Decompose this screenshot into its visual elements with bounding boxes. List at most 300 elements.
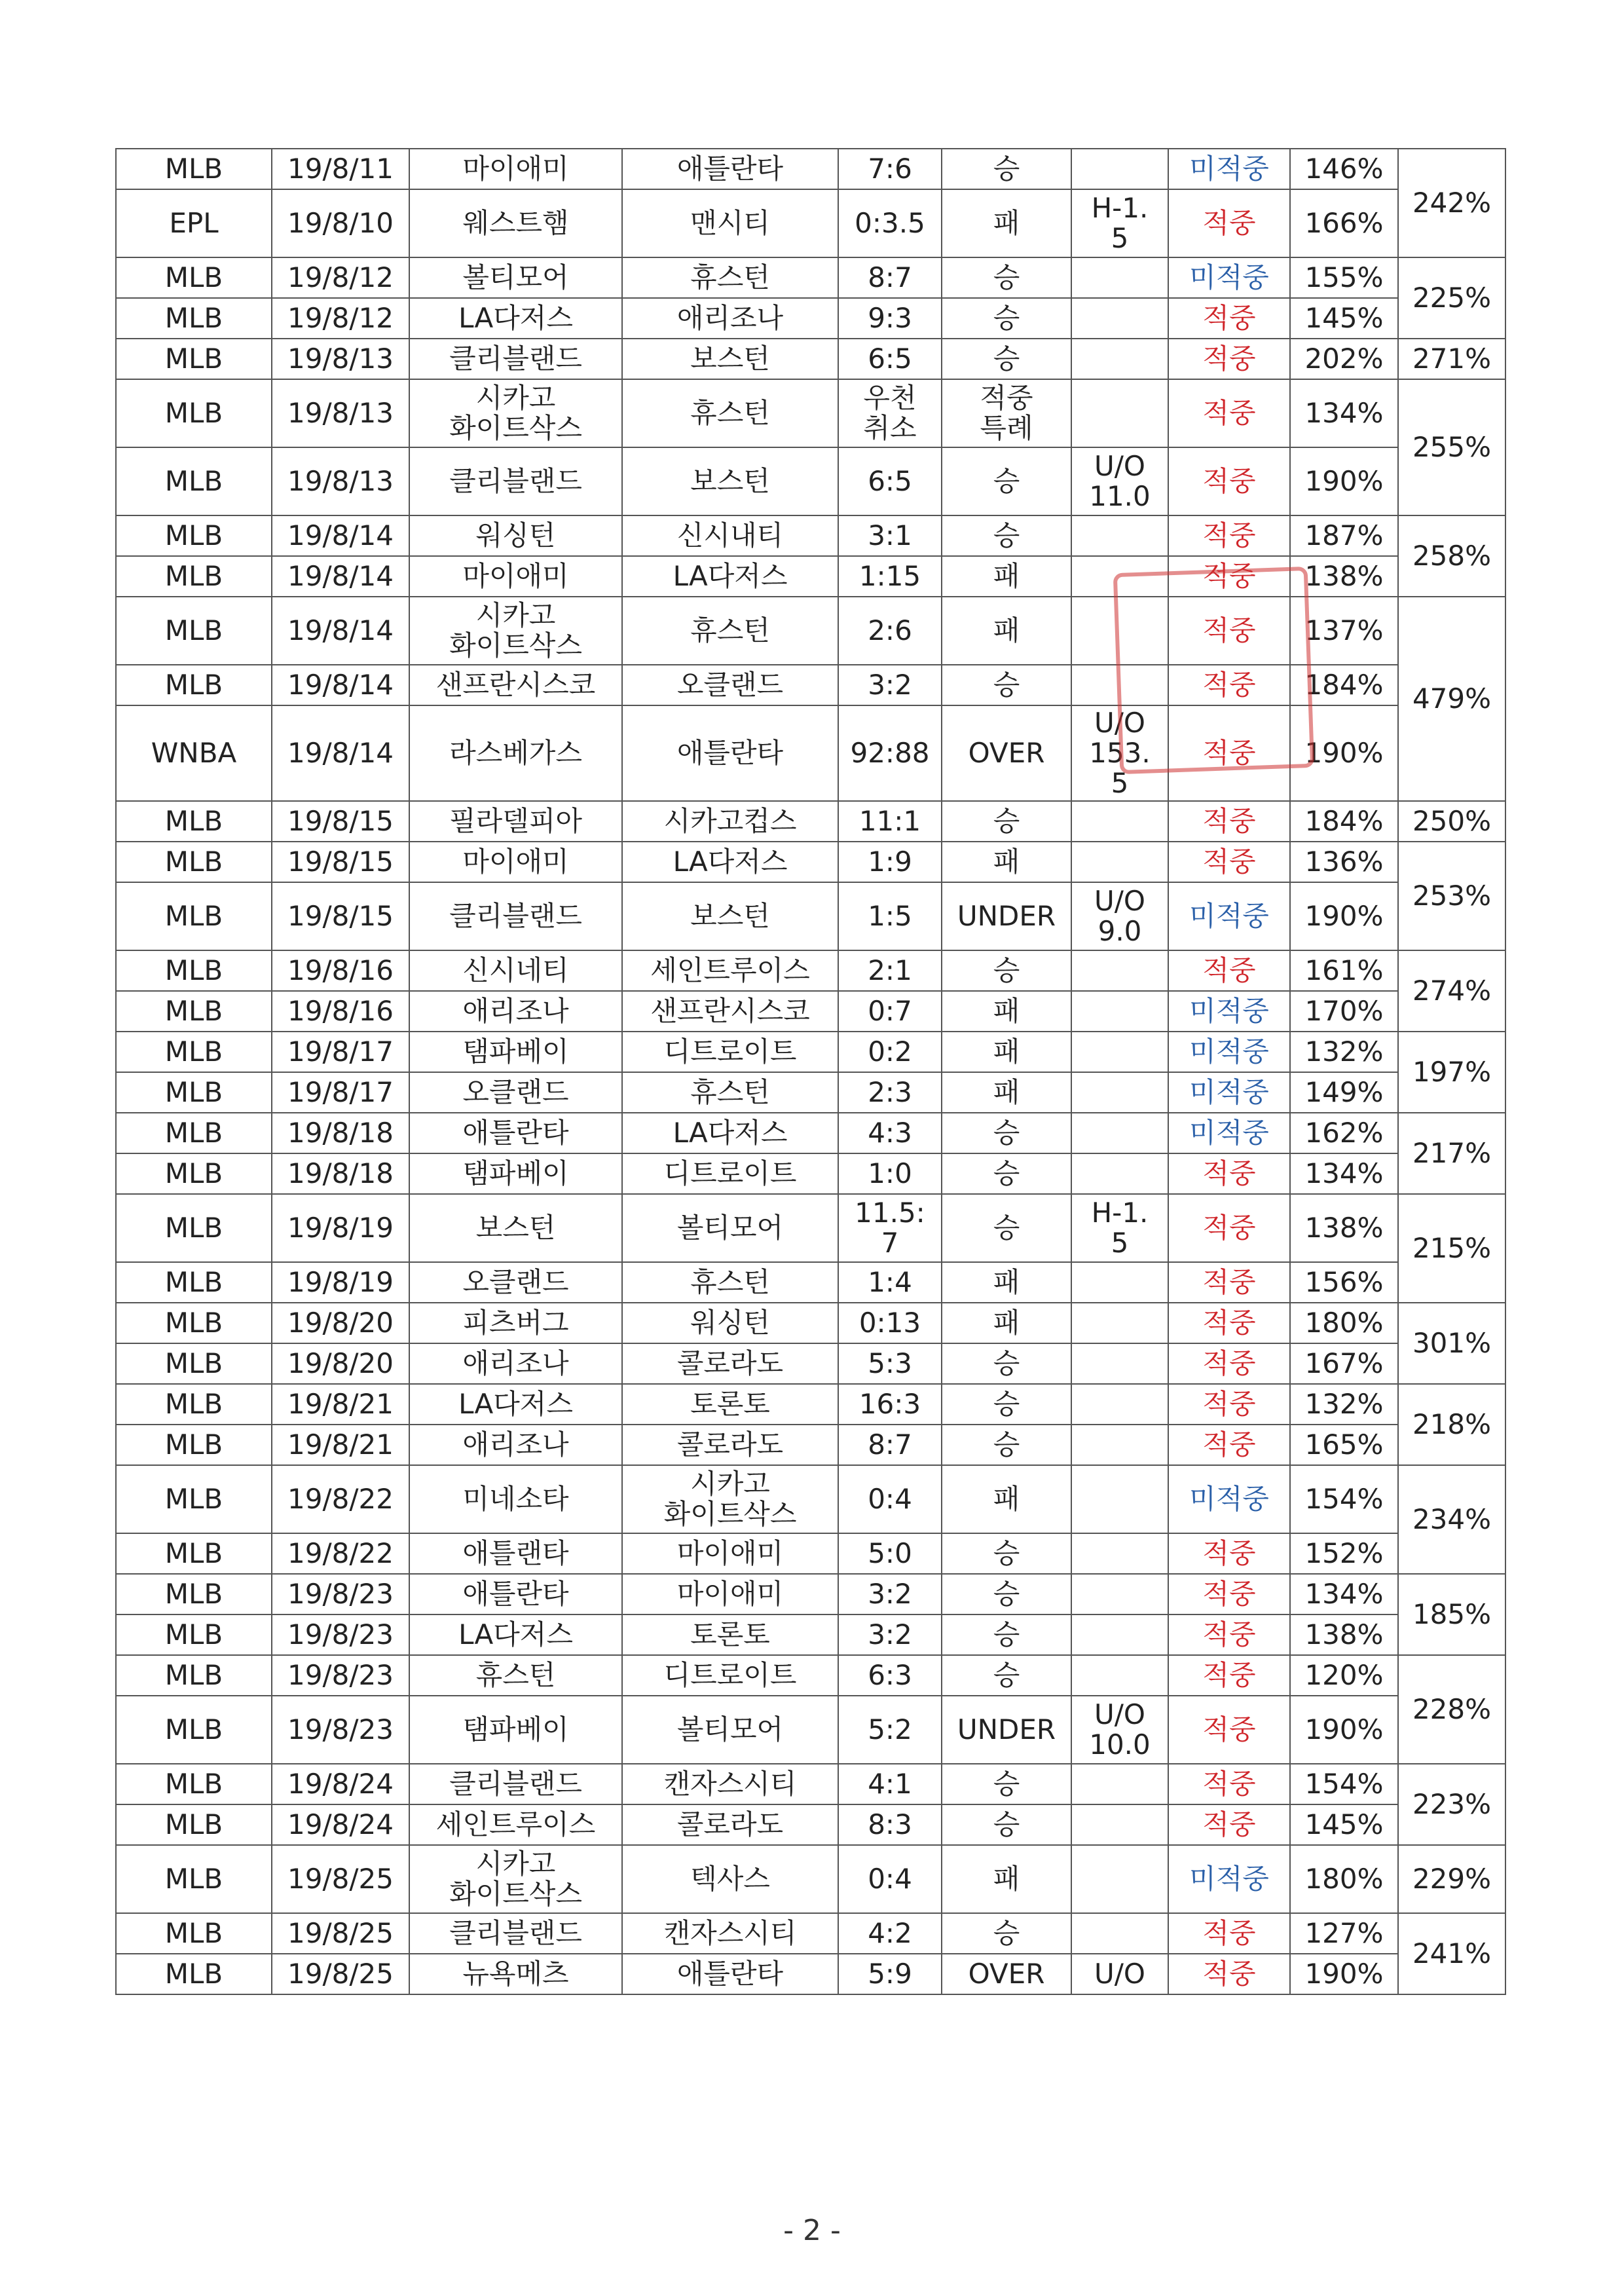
score-cell: 92:88 xyxy=(838,705,942,801)
home-team-cell: 필라델피아 xyxy=(409,801,622,842)
league-cell: MLB xyxy=(116,1194,272,1262)
away-team-cell: 캔자스시티 xyxy=(622,1913,838,1954)
odds-cell: 138% xyxy=(1290,556,1398,597)
result-cell: 승 xyxy=(942,1574,1071,1614)
home-team-cell: 샌프란시스코 xyxy=(409,665,622,705)
score-cell: 5:2 xyxy=(838,1696,942,1764)
result-cell: UNDER xyxy=(942,882,1071,950)
page-number: - 2 - xyxy=(783,2214,841,2247)
date-cell: 19/8/14 xyxy=(272,597,409,665)
home-team-cell: 휴스턴 xyxy=(409,1655,622,1696)
group-total-cell: 215% xyxy=(1398,1194,1505,1303)
table-row xyxy=(116,1113,1505,1153)
odds-cell: 145% xyxy=(1290,1804,1398,1845)
verdict-cell: 미적중 xyxy=(1168,1032,1290,1072)
score-cell: 1:15 xyxy=(838,556,942,597)
away-team-cell: 마이애미 xyxy=(622,1574,838,1614)
result-cell: 승 xyxy=(942,149,1071,189)
result-cell: 승 xyxy=(942,1655,1071,1696)
verdict-cell: 적중 xyxy=(1168,950,1290,991)
away-team-cell: 신시내티 xyxy=(622,515,838,556)
bet-record-table xyxy=(115,148,1506,1995)
handicap-cell xyxy=(1071,991,1168,1032)
handicap-cell xyxy=(1071,257,1168,298)
home-team-cell: 세인트루이스 xyxy=(409,1804,622,1845)
group-total-cell: 271% xyxy=(1398,339,1505,379)
league-cell: MLB xyxy=(116,597,272,665)
score-cell: 2:1 xyxy=(838,950,942,991)
handicap-cell xyxy=(1071,1804,1168,1845)
odds-cell: 155% xyxy=(1290,257,1398,298)
verdict-cell: 적중 xyxy=(1168,1655,1290,1696)
date-cell: 19/8/16 xyxy=(272,991,409,1032)
league-cell: MLB xyxy=(116,1614,272,1655)
home-team-cell: LA다저스 xyxy=(409,1384,622,1425)
group-total-cell: 217% xyxy=(1398,1113,1505,1194)
result-cell: 승 xyxy=(942,1533,1071,1574)
away-team-cell: 워싱턴 xyxy=(622,1303,838,1343)
table-row xyxy=(116,882,1505,950)
group-total-cell: 234% xyxy=(1398,1465,1505,1574)
date-cell: 19/8/15 xyxy=(272,842,409,882)
away-team-cell: 샌프란시스코 xyxy=(622,991,838,1032)
date-cell: 19/8/24 xyxy=(272,1764,409,1804)
home-team-cell: 애틀랜타 xyxy=(409,1533,622,1574)
away-team-cell: 휴스턴 xyxy=(622,379,838,447)
league-cell: MLB xyxy=(116,991,272,1032)
score-cell: 0:4 xyxy=(838,1845,942,1913)
group-total-cell: 185% xyxy=(1398,1574,1505,1655)
group-total-cell: 225% xyxy=(1398,257,1505,339)
odds-cell: 190% xyxy=(1290,882,1398,950)
result-cell: 패 xyxy=(942,1072,1071,1113)
away-team-cell: 볼티모어 xyxy=(622,1696,838,1764)
result-cell: 승 xyxy=(942,515,1071,556)
result-cell: 승 xyxy=(942,1614,1071,1655)
table-row xyxy=(116,379,1505,447)
odds-cell: 170% xyxy=(1290,991,1398,1032)
away-team-cell: 토론토 xyxy=(622,1384,838,1425)
away-team-cell: LA다저스 xyxy=(622,842,838,882)
verdict-cell: 적중 xyxy=(1168,1194,1290,1262)
date-cell: 19/8/12 xyxy=(272,257,409,298)
verdict-cell: 적중 xyxy=(1168,556,1290,597)
verdict-cell: 미적중 xyxy=(1168,1072,1290,1113)
result-cell: 패 xyxy=(942,991,1071,1032)
score-cell: 5:0 xyxy=(838,1533,942,1574)
home-team-cell: 애리조나 xyxy=(409,991,622,1032)
date-cell: 19/8/25 xyxy=(272,1954,409,1994)
verdict-cell: 적중 xyxy=(1168,1574,1290,1614)
handicap-cell xyxy=(1071,1262,1168,1303)
group-total-cell: 229% xyxy=(1398,1845,1505,1913)
group-total-cell: 258% xyxy=(1398,515,1505,597)
table-row xyxy=(116,1655,1505,1696)
score-cell: 8:7 xyxy=(838,1425,942,1465)
home-team-cell: 클리블랜드 xyxy=(409,339,622,379)
result-cell: OVER xyxy=(942,1954,1071,1994)
date-cell: 19/8/14 xyxy=(272,705,409,801)
date-cell: 19/8/23 xyxy=(272,1655,409,1696)
league-cell: MLB xyxy=(116,515,272,556)
away-team-cell: 휴스턴 xyxy=(622,1262,838,1303)
handicap-cell xyxy=(1071,339,1168,379)
date-cell: 19/8/23 xyxy=(272,1696,409,1764)
score-cell: 2:6 xyxy=(838,597,942,665)
verdict-cell: 적중 xyxy=(1168,1153,1290,1194)
date-cell: 19/8/12 xyxy=(272,298,409,339)
away-team-cell: LA다저스 xyxy=(622,556,838,597)
away-team-cell: 맨시티 xyxy=(622,189,838,257)
handicap-cell xyxy=(1071,950,1168,991)
handicap-cell xyxy=(1071,1343,1168,1384)
table-row xyxy=(116,597,1505,665)
date-cell: 19/8/14 xyxy=(272,556,409,597)
home-team-cell: 보스턴 xyxy=(409,1194,622,1262)
league-cell: WNBA xyxy=(116,705,272,801)
away-team-cell: 볼티모어 xyxy=(622,1194,838,1262)
league-cell: MLB xyxy=(116,1465,272,1533)
home-team-cell: 애리조나 xyxy=(409,1343,622,1384)
score-cell: 8:3 xyxy=(838,1804,942,1845)
home-team-cell: 워싱턴 xyxy=(409,515,622,556)
result-cell: 승 xyxy=(942,665,1071,705)
league-cell: MLB xyxy=(116,149,272,189)
league-cell: MLB xyxy=(116,882,272,950)
handicap-cell xyxy=(1071,1072,1168,1113)
group-total-cell: 274% xyxy=(1398,950,1505,1032)
league-cell: MLB xyxy=(116,1303,272,1343)
result-cell: 승 xyxy=(942,1194,1071,1262)
away-team-cell: 보스턴 xyxy=(622,882,838,950)
table-row xyxy=(116,1303,1505,1343)
league-cell: MLB xyxy=(116,1764,272,1804)
date-cell: 19/8/25 xyxy=(272,1913,409,1954)
home-team-cell: 탬파베이 xyxy=(409,1696,622,1764)
score-cell: 11.5: 7 xyxy=(838,1194,942,1262)
verdict-cell: 적중 xyxy=(1168,1614,1290,1655)
date-cell: 19/8/15 xyxy=(272,882,409,950)
table-row xyxy=(116,1764,1505,1804)
handicap-cell xyxy=(1071,1153,1168,1194)
group-total-cell: 301% xyxy=(1398,1303,1505,1384)
away-team-cell: 콜로라도 xyxy=(622,1425,838,1465)
table-body xyxy=(116,149,1505,1994)
verdict-cell: 적중 xyxy=(1168,298,1290,339)
league-cell: MLB xyxy=(116,1655,272,1696)
score-cell: 8:7 xyxy=(838,257,942,298)
result-cell: OVER xyxy=(942,705,1071,801)
table-row xyxy=(116,1072,1505,1113)
handicap-cell xyxy=(1071,1764,1168,1804)
table-row xyxy=(116,1194,1505,1262)
home-team-cell: 라스베가스 xyxy=(409,705,622,801)
date-cell: 19/8/11 xyxy=(272,149,409,189)
date-cell: 19/8/22 xyxy=(272,1465,409,1533)
table-row xyxy=(116,556,1505,597)
date-cell: 19/8/18 xyxy=(272,1113,409,1153)
score-cell: 4:1 xyxy=(838,1764,942,1804)
away-team-cell: 애틀란타 xyxy=(622,705,838,801)
home-team-cell: 애틀란타 xyxy=(409,1113,622,1153)
table-row xyxy=(116,1614,1505,1655)
score-cell: 9:3 xyxy=(838,298,942,339)
league-cell: MLB xyxy=(116,1153,272,1194)
league-cell: MLB xyxy=(116,1425,272,1465)
league-cell: MLB xyxy=(116,1845,272,1913)
handicap-cell: U/O xyxy=(1071,1954,1168,1994)
away-team-cell: 토론토 xyxy=(622,1614,838,1655)
away-team-cell: 오클랜드 xyxy=(622,665,838,705)
result-cell: 승 xyxy=(942,298,1071,339)
handicap-cell xyxy=(1071,556,1168,597)
verdict-cell: 미적중 xyxy=(1168,1465,1290,1533)
table-row xyxy=(116,1262,1505,1303)
handicap-cell xyxy=(1071,379,1168,447)
verdict-cell: 적중 xyxy=(1168,1262,1290,1303)
date-cell: 19/8/13 xyxy=(272,447,409,515)
league-cell: MLB xyxy=(116,556,272,597)
league-cell: MLB xyxy=(116,339,272,379)
handicap-cell xyxy=(1071,1384,1168,1425)
group-total-cell: 228% xyxy=(1398,1655,1505,1764)
result-cell: 승 xyxy=(942,1913,1071,1954)
home-team-cell: 시카고 화이트삭스 xyxy=(409,379,622,447)
table-row xyxy=(116,1425,1505,1465)
home-team-cell: 시카고 화이트삭스 xyxy=(409,597,622,665)
table-row xyxy=(116,1954,1505,1994)
score-cell: 3:1 xyxy=(838,515,942,556)
date-cell: 19/8/13 xyxy=(272,339,409,379)
result-cell: 승 xyxy=(942,1764,1071,1804)
verdict-cell: 적중 xyxy=(1168,515,1290,556)
table-row xyxy=(116,1384,1505,1425)
result-cell: 승 xyxy=(942,339,1071,379)
date-cell: 19/8/15 xyxy=(272,801,409,842)
result-cell: 승 xyxy=(942,1425,1071,1465)
handicap-cell xyxy=(1071,597,1168,665)
home-team-cell: 뉴욕메츠 xyxy=(409,1954,622,1994)
league-cell: MLB xyxy=(116,1954,272,1994)
table-row xyxy=(116,842,1505,882)
home-team-cell: 애틀란타 xyxy=(409,1574,622,1614)
group-total-cell: 250% xyxy=(1398,801,1505,842)
score-cell: 5:3 xyxy=(838,1343,942,1384)
date-cell: 19/8/23 xyxy=(272,1574,409,1614)
table-row xyxy=(116,447,1505,515)
away-team-cell: 휴스턴 xyxy=(622,597,838,665)
handicap-cell xyxy=(1071,1614,1168,1655)
score-cell: 3:2 xyxy=(838,1614,942,1655)
group-total-cell: 242% xyxy=(1398,149,1505,257)
home-team-cell: 클리블랜드 xyxy=(409,1764,622,1804)
result-cell: 승 xyxy=(942,801,1071,842)
date-cell: 19/8/23 xyxy=(272,1614,409,1655)
home-team-cell: 클리블랜드 xyxy=(409,447,622,515)
odds-cell: 162% xyxy=(1290,1113,1398,1153)
handicap-cell xyxy=(1071,1533,1168,1574)
away-team-cell: 콜로라도 xyxy=(622,1343,838,1384)
verdict-cell: 적중 xyxy=(1168,1384,1290,1425)
handicap-cell xyxy=(1071,1845,1168,1913)
away-team-cell: 애리조나 xyxy=(622,298,838,339)
league-cell: MLB xyxy=(116,1032,272,1072)
away-team-cell: 세인트루이스 xyxy=(622,950,838,991)
table-row xyxy=(116,991,1505,1032)
away-team-cell: 시카고 화이트삭스 xyxy=(622,1465,838,1533)
result-cell: 승 xyxy=(942,1804,1071,1845)
odds-cell: 149% xyxy=(1290,1072,1398,1113)
handicap-cell: H-1. 5 xyxy=(1071,1194,1168,1262)
handicap-cell xyxy=(1071,298,1168,339)
date-cell: 19/8/21 xyxy=(272,1384,409,1425)
date-cell: 19/8/20 xyxy=(272,1343,409,1384)
result-cell: 패 xyxy=(942,842,1071,882)
odds-cell: 187% xyxy=(1290,515,1398,556)
table-row xyxy=(116,298,1505,339)
result-cell: 패 xyxy=(942,556,1071,597)
verdict-cell: 적중 xyxy=(1168,1696,1290,1764)
league-cell: MLB xyxy=(116,1696,272,1764)
date-cell: 19/8/17 xyxy=(272,1032,409,1072)
table-row xyxy=(116,189,1505,257)
score-cell: 0:13 xyxy=(838,1303,942,1343)
result-cell: 승 xyxy=(942,1384,1071,1425)
date-cell: 19/8/14 xyxy=(272,515,409,556)
handicap-cell: U/O 153. 5 xyxy=(1071,705,1168,801)
group-total-cell: 223% xyxy=(1398,1764,1505,1845)
handicap-cell xyxy=(1071,515,1168,556)
odds-cell: 190% xyxy=(1290,447,1398,515)
group-total-cell: 197% xyxy=(1398,1032,1505,1113)
table-row xyxy=(116,705,1505,801)
odds-cell: 184% xyxy=(1290,665,1398,705)
odds-cell: 190% xyxy=(1290,1696,1398,1764)
score-cell: 0:2 xyxy=(838,1032,942,1072)
league-cell: MLB xyxy=(116,665,272,705)
verdict-cell: 미적중 xyxy=(1168,149,1290,189)
verdict-cell: 적중 xyxy=(1168,705,1290,801)
score-cell: 5:9 xyxy=(838,1954,942,1994)
result-cell: 패 xyxy=(942,189,1071,257)
score-cell: 1:9 xyxy=(838,842,942,882)
handicap-cell xyxy=(1071,801,1168,842)
verdict-cell: 미적중 xyxy=(1168,882,1290,950)
date-cell: 19/8/19 xyxy=(272,1262,409,1303)
league-cell: MLB xyxy=(116,950,272,991)
table-row xyxy=(116,149,1505,189)
handicap-cell xyxy=(1071,1574,1168,1614)
score-cell: 4:3 xyxy=(838,1113,942,1153)
home-team-cell: 볼티모어 xyxy=(409,257,622,298)
odds-cell: 146% xyxy=(1290,149,1398,189)
table-row xyxy=(116,950,1505,991)
away-team-cell: 애틀란타 xyxy=(622,149,838,189)
odds-cell: 145% xyxy=(1290,298,1398,339)
league-cell: MLB xyxy=(116,1384,272,1425)
odds-cell: 152% xyxy=(1290,1533,1398,1574)
league-cell: MLB xyxy=(116,842,272,882)
handicap-cell xyxy=(1071,1113,1168,1153)
verdict-cell: 적중 xyxy=(1168,842,1290,882)
league-cell: EPL xyxy=(116,189,272,257)
home-team-cell: LA다저스 xyxy=(409,1614,622,1655)
odds-cell: 184% xyxy=(1290,801,1398,842)
date-cell: 19/8/18 xyxy=(272,1153,409,1194)
verdict-cell: 적중 xyxy=(1168,1343,1290,1384)
result-cell: 승 xyxy=(942,257,1071,298)
league-cell: MLB xyxy=(116,298,272,339)
verdict-cell: 적중 xyxy=(1168,447,1290,515)
odds-cell: 134% xyxy=(1290,1153,1398,1194)
score-cell: 6:5 xyxy=(838,339,942,379)
away-team-cell: 시카고컵스 xyxy=(622,801,838,842)
verdict-cell: 적중 xyxy=(1168,339,1290,379)
odds-cell: 180% xyxy=(1290,1845,1398,1913)
away-team-cell: 휴스턴 xyxy=(622,1072,838,1113)
home-team-cell: LA다저스 xyxy=(409,298,622,339)
date-cell: 19/8/14 xyxy=(272,665,409,705)
verdict-cell: 적중 xyxy=(1168,379,1290,447)
table-row xyxy=(116,1804,1505,1845)
score-cell: 0:4 xyxy=(838,1465,942,1533)
away-team-cell: 디트로이트 xyxy=(622,1153,838,1194)
verdict-cell: 적중 xyxy=(1168,801,1290,842)
score-cell: 2:3 xyxy=(838,1072,942,1113)
odds-cell: 154% xyxy=(1290,1465,1398,1533)
score-cell: 1:4 xyxy=(838,1262,942,1303)
home-team-cell: 마이애미 xyxy=(409,149,622,189)
result-cell: UNDER xyxy=(942,1696,1071,1764)
handicap-cell: U/O 10.0 xyxy=(1071,1696,1168,1764)
handicap-cell: U/O 9.0 xyxy=(1071,882,1168,950)
home-team-cell: 클리블랜드 xyxy=(409,1913,622,1954)
table-row xyxy=(116,1032,1505,1072)
home-team-cell: 오클랜드 xyxy=(409,1072,622,1113)
result-cell: 패 xyxy=(942,1303,1071,1343)
verdict-cell: 적중 xyxy=(1168,1804,1290,1845)
away-team-cell: 휴스턴 xyxy=(622,257,838,298)
odds-cell: 202% xyxy=(1290,339,1398,379)
verdict-cell: 적중 xyxy=(1168,665,1290,705)
verdict-cell: 미적중 xyxy=(1168,1845,1290,1913)
date-cell: 19/8/25 xyxy=(272,1845,409,1913)
result-cell: 승 xyxy=(942,1343,1071,1384)
verdict-cell: 미적중 xyxy=(1168,257,1290,298)
date-cell: 19/8/19 xyxy=(272,1194,409,1262)
home-team-cell: 웨스트햄 xyxy=(409,189,622,257)
table-row xyxy=(116,257,1505,298)
score-cell: 4:2 xyxy=(838,1913,942,1954)
result-cell: 패 xyxy=(942,1465,1071,1533)
home-team-cell: 탬파베이 xyxy=(409,1153,622,1194)
group-total-cell: 479% xyxy=(1398,597,1505,801)
odds-cell: 167% xyxy=(1290,1343,1398,1384)
odds-cell: 136% xyxy=(1290,842,1398,882)
score-cell: 1:0 xyxy=(838,1153,942,1194)
score-cell: 6:5 xyxy=(838,447,942,515)
odds-cell: 165% xyxy=(1290,1425,1398,1465)
verdict-cell: 적중 xyxy=(1168,1425,1290,1465)
odds-cell: 138% xyxy=(1290,1194,1398,1262)
date-cell: 19/8/17 xyxy=(272,1072,409,1113)
handicap-cell: U/O 11.0 xyxy=(1071,447,1168,515)
league-cell: MLB xyxy=(116,447,272,515)
score-cell: 16:3 xyxy=(838,1384,942,1425)
table-row xyxy=(116,1913,1505,1954)
score-cell: 우천 취소 xyxy=(838,379,942,447)
table-row xyxy=(116,339,1505,379)
